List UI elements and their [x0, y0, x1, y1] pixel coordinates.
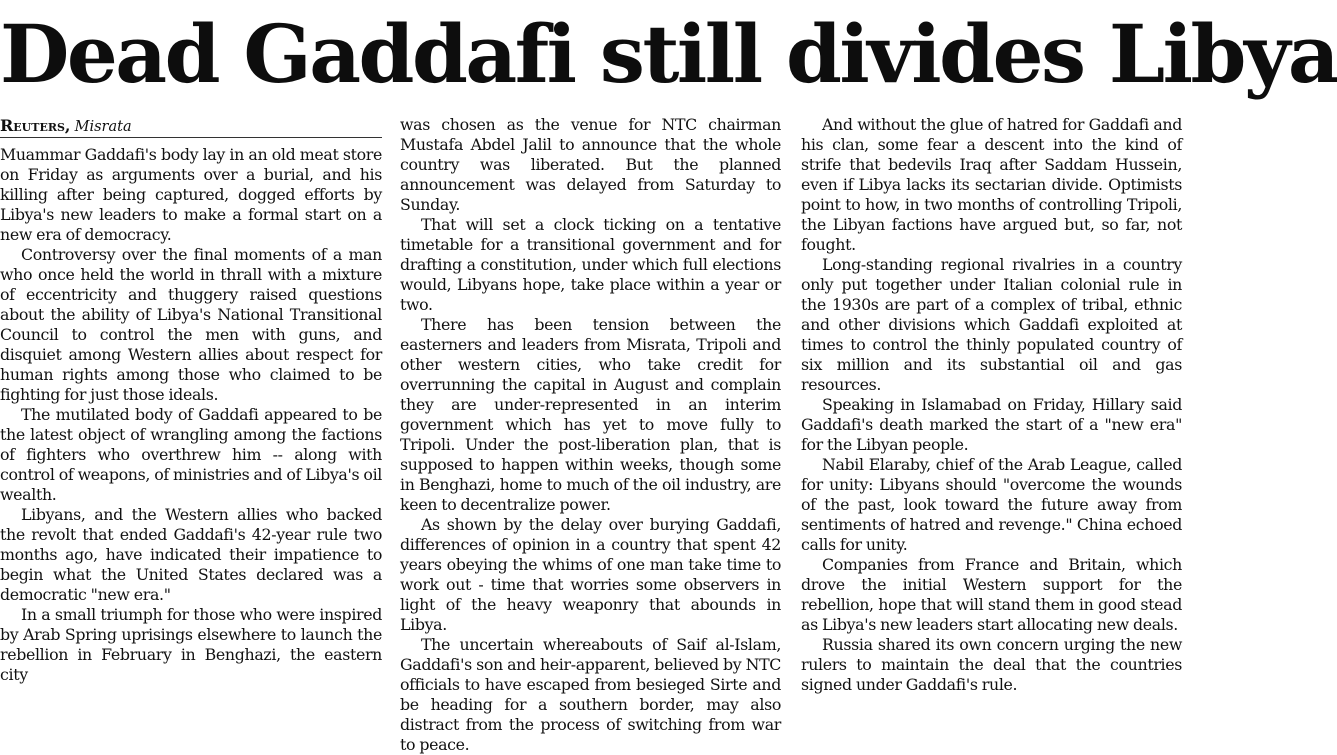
paragraph: There has been tension between the easterners and leaders from Misrata, Tripoli and other western cities, who take credit for overrunning the capital in August and complain they are under-represented in an interim government which has yet to move fully to Tripoli. Under the post-liberation plan, that is supposed to happen within weeks, though some in Benghazi, home to much of the oil industry, are keen to decentralize power.	[400, 315, 781, 514]
paragraph: Russia shared its own concern urging the new rulers to maintain the deal that the countries signed under Gaddafi's rule.	[801, 635, 1182, 694]
paragraph: The uncertain whereabouts of Saif al-Islam, Gaddafi's son and heir-apparent, believed by NTC officials to have escaped from besieged Sirte and be heading for a southern border, may also distract from the process of switching from war to peace.	[400, 635, 781, 754]
paragraph: Speaking in Islamabad on Friday, Hillary said Gaddafi's death marked the start of a "new era" for the Libyan people.	[801, 395, 1182, 454]
article-column-1	[0, 115, 382, 684]
paragraph: The mutilated body of Gaddafi appeared to be the latest object of wrangling among the factions of fighters who overthrew him -- along with control of weapons, of ministries and of Libya's oil wealth.	[0, 405, 382, 504]
byline-agency: Reuters,	[0, 116, 71, 135]
article-column-2	[400, 115, 781, 754]
paragraph: Companies from France and Britain, which drove the initial Western support for the rebellion, hope that will stand them in good stead as Libya's new leaders start allocating new deals.	[801, 555, 1182, 634]
paragraph: Muammar Gaddafi's body lay in an old meat store on Friday as arguments over a burial, and his killing after being captured, dogged efforts by Libya's new leaders to make a formal start on a new era of democracy.	[0, 145, 382, 244]
paragraph: As shown by the delay over burying Gaddafi, differences of opinion in a country that spent 42 years obeying the whims of one man take time to work out - time that worries some observers in light of the heavy weaponry that abounds in Libya.	[400, 515, 781, 634]
paragraph: In a small triumph for those who were inspired by Arab Spring uprisings elsewhere to launch the rebellion in February in Benghazi, the eastern city	[0, 605, 382, 684]
paragraph: Controversy over the final moments of a man who once held the world in thrall with a mixture of eccentricity and thuggery raised questions about the ability of Libya's National Transitional Council to control the men with guns, and disquiet among Western allies about respect for human rights among those who claimed to be fighting for just those ideals.	[0, 245, 382, 404]
paragraph: And without the glue of hatred for Gaddafi and his clan, some fear a descent into the kind of strife that bedevils Iraq after Saddam Hussein, even if Libya lacks its sectarian divide. Optimists point to how, in two months of controlling Tripoli, the Libyan factions have argued but, so far, not fought.	[801, 115, 1182, 254]
paragraph: was chosen as the venue for NTC chairman Mustafa Abdel Jalil to announce that the whole country was liberated. But the planned announcement was delayed from Saturday to Sunday.	[400, 115, 781, 214]
paragraph: Nabil Elaraby, chief of the Arab League, called for unity: Libyans should "overcome the wounds of the past, look toward the future away from sentiments of hatred and revenge." China echoed calls for unity.	[801, 455, 1182, 554]
paragraph: Long-standing regional rivalries in a country only put together under Italian colonial rule in the 1930s are part of a complex of tribal, ethnic and other divisions which Gaddafi exploited at times to control the thinly populated country of six million and its substantial oil and gas resources.	[801, 255, 1182, 394]
headline: Dead Gaddafi still divides Libya	[0, 7, 1337, 101]
byline-place: Misrata	[74, 119, 132, 135]
byline	[0, 115, 382, 138]
article-column-3	[801, 115, 1182, 694]
paragraph: Libyans, and the Western allies who backed the revolt that ended Gaddafi's 42-year rule two months ago, have indicated their impatience to begin what the United States declared was a democratic "new era."	[0, 505, 382, 604]
paragraph: That will set a clock ticking on a tentative timetable for a transitional government and for drafting a constitution, under which full elections would, Libyans hope, take place within a year or two.	[400, 215, 781, 314]
